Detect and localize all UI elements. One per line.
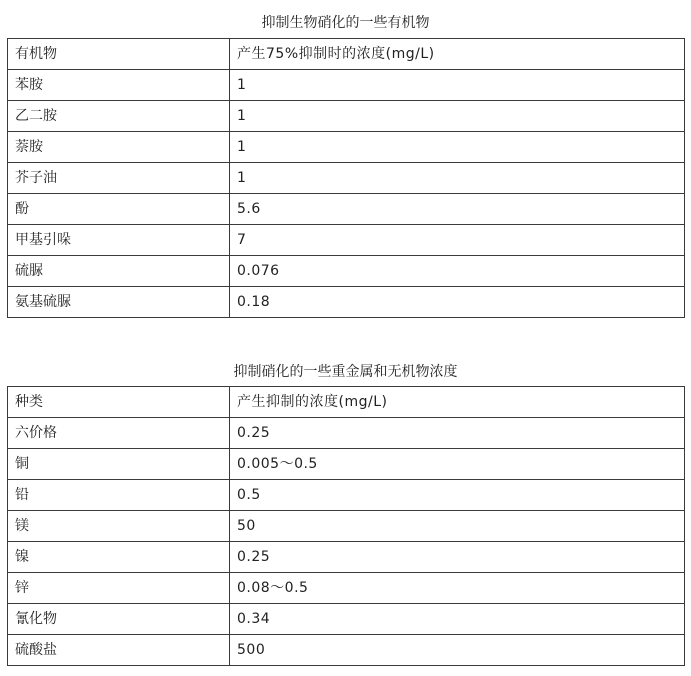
substance-cell: 铅 <box>8 480 230 511</box>
table-row <box>8 604 685 635</box>
substance-cell: 萘胺 <box>8 132 230 163</box>
table-1-caption: 抑制生物硝化的一些有机物 <box>261 15 430 31</box>
substance-cell: 甲基引哚 <box>8 225 230 256</box>
substance-cell: 酚 <box>8 194 230 225</box>
table-row <box>8 194 685 225</box>
substance-cell: 锌 <box>8 573 230 604</box>
concentration-cell: 500 <box>230 635 685 666</box>
table-row <box>8 225 685 256</box>
table-row <box>8 480 685 511</box>
table-row <box>8 511 685 542</box>
substance-cell: 铜 <box>8 449 230 480</box>
table-row <box>8 542 685 573</box>
table-row <box>8 70 685 101</box>
column-header-concentration: 产生75%抑制时的浓度(mg/L) <box>230 39 685 70</box>
concentration-cell: 0.25 <box>230 418 685 449</box>
column-header-substance: 有机物 <box>8 39 230 70</box>
substance-cell: 六价格 <box>8 418 230 449</box>
concentration-cell: 50 <box>230 511 685 542</box>
concentration-cell: 1 <box>230 132 685 163</box>
table-row <box>8 256 685 287</box>
concentration-cell: 0.005～0.5 <box>230 449 685 480</box>
concentration-cell: 1 <box>230 163 685 194</box>
substance-cell: 硫脲 <box>8 256 230 287</box>
substance-cell: 镁 <box>8 511 230 542</box>
concentration-cell: 0.076 <box>230 256 685 287</box>
substance-cell: 氨基硫脲 <box>8 287 230 318</box>
table-row <box>8 287 685 318</box>
table-row <box>8 635 685 666</box>
concentration-cell: 7 <box>230 225 685 256</box>
substance-cell: 氰化物 <box>8 604 230 635</box>
table-row <box>8 132 685 163</box>
substance-cell: 苯胺 <box>8 70 230 101</box>
concentration-cell: 0.08～0.5 <box>230 573 685 604</box>
table-2-caption: 抑制硝化的一些重金属和无机物浓度 <box>233 364 458 380</box>
concentration-cell: 0.34 <box>230 604 685 635</box>
concentration-cell: 1 <box>230 70 685 101</box>
substance-cell: 芥子油 <box>8 163 230 194</box>
column-header-concentration: 产生抑制的浓度(mg/L) <box>230 387 685 418</box>
inorganic-inhibitors-table <box>7 386 685 666</box>
column-header-type: 种类 <box>8 387 230 418</box>
table-header-row <box>8 39 685 70</box>
concentration-cell: 0.5 <box>230 480 685 511</box>
table-row <box>8 418 685 449</box>
table-row <box>8 101 685 132</box>
substance-cell: 乙二胺 <box>8 101 230 132</box>
substance-cell: 镍 <box>8 542 230 573</box>
table-row <box>8 573 685 604</box>
table-row <box>8 163 685 194</box>
table-header-row <box>8 387 685 418</box>
concentration-cell: 5.6 <box>230 194 685 225</box>
concentration-cell: 0.18 <box>230 287 685 318</box>
organic-inhibitors-table <box>7 38 685 318</box>
concentration-cell: 0.25 <box>230 542 685 573</box>
substance-cell: 硫酸盐 <box>8 635 230 666</box>
concentration-cell: 1 <box>230 101 685 132</box>
table-row <box>8 449 685 480</box>
